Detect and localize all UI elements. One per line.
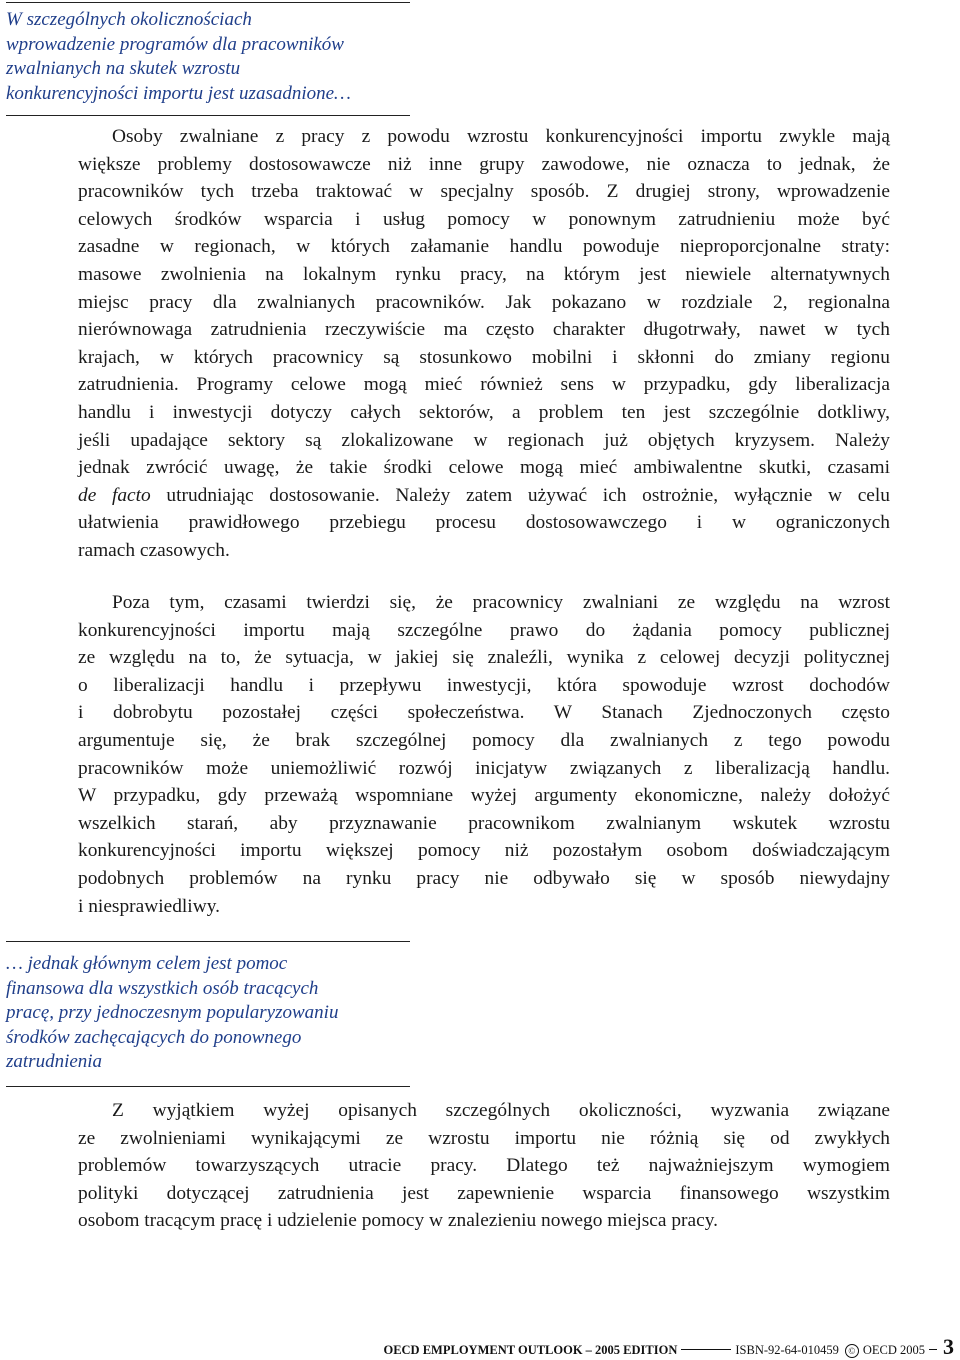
paragraph-line: masowe zwolnienia na lokalnym rynku pracy, na którym jest niewiele alternatywnych [78, 263, 890, 285]
footer-divider [681, 1349, 731, 1350]
paragraph-line: osobom tracącym pracę i udzielenie pomocy w znalezieniu nowego miejsca pracy. [78, 1210, 718, 1232]
sidebar-callout-bottom [6, 941, 410, 1087]
paragraph-line: pracowników może uniemożliwić rozwój inicjatyw związanych z liberalizacją handlu. [78, 757, 890, 779]
paragraph-line: większe problemy dostosowawcze niż inne grupy zawodowe, nie oznacza to jednak, że [78, 153, 890, 175]
paragraph-line: i niesprawiedliwy. [78, 895, 220, 917]
paragraph-line-text: utrudniając dostosowanie. Należy zatem używać ich ostrożnie, wyłącznie w celu [166, 484, 890, 506]
paragraph-line: podobnych problemów na rynku pracy nie odbywało się w sposób niewydajny [78, 867, 890, 889]
paragraph-line: W przypadku, gdy przeważą wspomniane wyżej argumenty ekonomiczne, należy dołożyć [78, 785, 890, 807]
paragraph-line: ułatwienia prawidłowego przebiegu procesu dostosowawczego i w ograniczonych [78, 512, 890, 534]
paragraph-line: zatrudnienia. Programy celowe mogą mieć również sens w przypadku, gdy liberalizacja [78, 374, 890, 396]
paragraph-line: nierównowaga zatrudnienia rzeczywiście ma często charakter długotrwały, nawet w tych [78, 319, 890, 341]
sidebar-line: finansowa dla wszystkich osób tracących [6, 977, 319, 999]
paragraph-line: konkurencyjności importu mają szczególne prawo do żądania pomocy publicznej [78, 619, 890, 641]
footer-divider-short [929, 1349, 937, 1350]
copyright-icon: © [845, 1344, 859, 1358]
paragraph-line: zasadne w regionach, w których załamanie handlu powoduje nieproporcjonalne straty: [78, 236, 890, 258]
paragraph-line: konkurencyjności importu większej pomocy niż pozostałym osobom doświadczającym [78, 840, 890, 862]
paragraph-line: miejsc pracy dla zwalnianych pracowników. Jak pokazano w rozdziale 2, regionalna [78, 291, 890, 313]
sidebar-line: … jednak głównym celem jest pomoc [6, 953, 288, 974]
paragraph-line: pracowników tych trzeba traktować w specjalny sposób. Z drugiej strony, wprowadzenie [78, 181, 890, 203]
paragraph-line: ze względu na to, że sytuacja, w jakiej się znaleźli, wynika z celowej decyzji politycznej [78, 647, 890, 669]
paragraph-line: o liberalizacji handlu i przepływu inwestycji, która spowoduje wzrost dochodów [78, 674, 890, 696]
paragraph-line-mixed [78, 482, 890, 510]
paragraph-line: ramach czasowych. [78, 539, 230, 561]
sidebar-line: pracę, przy jednoczesnym popularyzowaniu [6, 1002, 339, 1023]
italic-term: de facto [78, 484, 151, 506]
footer-isbn: ISBN-92-64-010459 [735, 1343, 839, 1357]
body-paragraph-3 [78, 1097, 890, 1235]
footer-publication: OECD EMPLOYMENT OUTLOOK – 2005 EDITION [383, 1343, 678, 1357]
paragraph-line: celowych środków wsparcia i usług pomocy w ponownym zatrudnieniu może być [78, 208, 890, 230]
paragraph-line: Z wyjątkiem wyżej opisanych szczególnych okoliczności, wyzwania związane [112, 1100, 890, 1121]
paragraph-line: ze zwolnieniami wynikającymi ze wzrostu importu nie różnią się od zwykłych [78, 1127, 890, 1149]
sidebar-line: wprowadzenie programów dla pracowników [6, 33, 344, 55]
paragraph-line: Osoby zwalniane z pracy z powodu wzrostu konkurencyjności importu zwykle mają [112, 126, 890, 147]
paragraph-line: polityki dotyczącej zatrudnienia jest zapewnienie wsparcia finansowego wszystkim [78, 1182, 890, 1204]
paragraph-line: problemów towarzyszących utracie pracy. Dlatego też najważniejszym wymogiem [78, 1155, 890, 1177]
body-paragraph-2 [78, 589, 890, 920]
paragraph-line: handlu i inwestycji dotyczy całych sektorów, a problem ten jest szczególnie dotkliwy, [78, 401, 890, 423]
page-footer [383, 1334, 954, 1360]
sidebar-line: konkurencyjności importu jest uzasadnione… [6, 82, 351, 104]
paragraph-line: argumentuje się, że brak szczególnej pomocy dla zwalnianych z tego powodu [78, 729, 890, 751]
sidebar-line: W szczególnych okolicznościach [6, 9, 252, 30]
paragraph-line: i dobrobytu pozostałej części społeczeństwa. W Stanach Zjednoczonych często [78, 702, 890, 724]
paragraph-line: jeśli upadające sektory są zlokalizowane w regionach już objętych kryzysem. Należy [78, 429, 890, 451]
paragraph-line: jednak zwrócić uwagę, że takie środki celowe mogą mieć ambiwalentne skutki, czasami [78, 457, 890, 479]
page-number: 3 [943, 1334, 954, 1359]
sidebar-line: środków zachęcających do ponownego [6, 1026, 302, 1048]
sidebar-line: zwalnianych na skutek wzrostu [6, 58, 241, 79]
sidebar-line: zatrudnienia [6, 1051, 103, 1072]
paragraph-line: krajach, w których pracownicy są stosunkowo mobilni i skłonni do zmiany regionu [78, 346, 890, 368]
paragraph-line: Poza tym, czasami twierdzi się, że pracownicy zwalniani ze względu na wzrost [112, 592, 890, 613]
footer-copyright: OECD 2005 [862, 1343, 925, 1357]
sidebar-callout-top [6, 2, 410, 116]
body-paragraph-1 [78, 123, 890, 565]
paragraph-line: wszelkich starań, aby przyznawanie pracownikom zwalnianym wskutek wzrostu [78, 812, 890, 834]
